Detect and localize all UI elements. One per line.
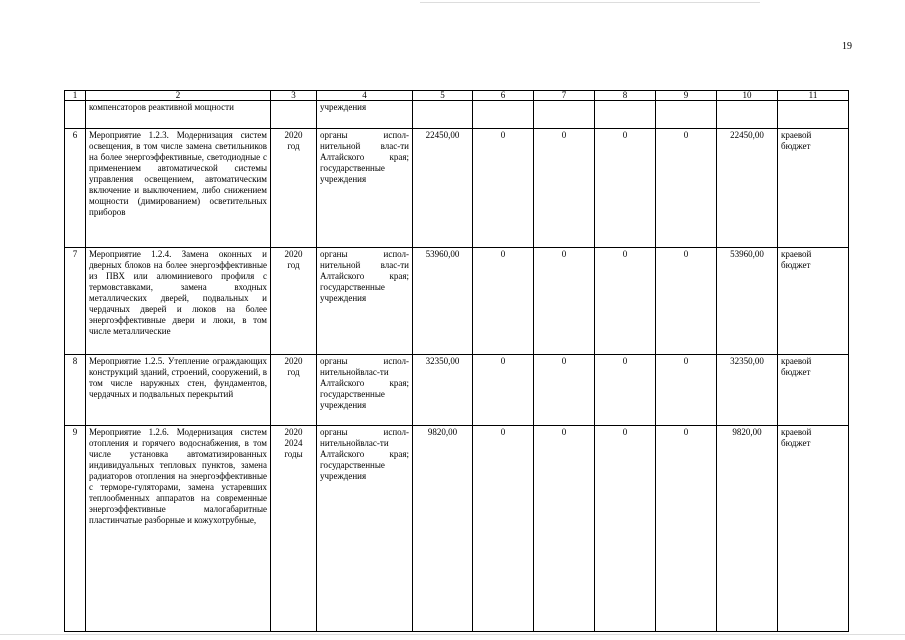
amount-col10-cell: 32350,00 <box>717 355 778 426</box>
total-amount-cell <box>413 101 473 129</box>
total-amount-cell: 22450,00 <box>413 129 473 248</box>
total-amount-cell: 32350,00 <box>413 355 473 426</box>
row-number-cell: 7 <box>65 248 86 355</box>
year-cell: 2020 год <box>271 129 317 248</box>
measures-table <box>64 90 849 632</box>
amount-col8-cell <box>595 101 656 129</box>
measure-name-cell: компенсаторов реактивной мощности <box>86 101 271 129</box>
year-cell: 2020 год <box>271 355 317 426</box>
header-cell-5: 5 <box>413 91 473 101</box>
executor-cell: учреждения <box>317 101 413 129</box>
funding-source-cell: краевой бюджет <box>778 355 849 426</box>
total-amount-cell: 9820,00 <box>413 426 473 632</box>
executor-cell: органы испол-нительнойвлас-ти Алтайского края; государственные учреждения <box>317 355 413 426</box>
table-row <box>65 129 849 248</box>
amount-col8-cell: 0 <box>595 129 656 248</box>
amount-col7-cell: 0 <box>534 355 595 426</box>
scan-artifact-top <box>420 2 760 3</box>
header-cell-2: 2 <box>86 91 271 101</box>
measure-name-cell: Мероприятие 1.2.6. Модернизация систем отопления и горячего водоснабжения, в том числе установка автоматизированных индивидуальных тепловых пунктов, замена радиаторов отопления на энергоэффективные с терморе-гуляторами, замена устаревших теплообменных аппаратов на современные энергоэффективные малогабаритные пластинчатые разборные и кожухотрубные, <box>86 426 271 632</box>
header-cell-8: 8 <box>595 91 656 101</box>
funding-source-cell: краевой бюджет <box>778 129 849 248</box>
table-row <box>65 355 849 426</box>
header-cell-3: 3 <box>271 91 317 101</box>
amount-col9-cell <box>656 101 717 129</box>
year-cell <box>271 101 317 129</box>
executor-cell: органы испол-нительной влас-ти Алтайского края; государственные учреждения <box>317 129 413 248</box>
amount-col7-cell <box>534 101 595 129</box>
amount-col7-cell: 0 <box>534 129 595 248</box>
amount-col6-cell <box>473 101 534 129</box>
amount-col10-cell: 22450,00 <box>717 129 778 248</box>
amount-col8-cell: 0 <box>595 355 656 426</box>
amount-col7-cell: 0 <box>534 426 595 632</box>
amount-col10-cell: 53960,00 <box>717 248 778 355</box>
amount-col9-cell: 0 <box>656 129 717 248</box>
amount-col6-cell: 0 <box>473 248 534 355</box>
amount-col6-cell: 0 <box>473 129 534 248</box>
measure-name-cell: Мероприятие 1.2.4. Замена оконных и дверных блоков на более энергоэффективные из ПВХ или алюминиевого профиля с термовставками, замена входных металлических дверей, подвальных и чердачных дверей и люков на более энергоэффективные двери и люки, в том числе металлические <box>86 248 271 355</box>
header-cell-6: 6 <box>473 91 534 101</box>
amount-col9-cell: 0 <box>656 426 717 632</box>
table-row <box>65 426 849 632</box>
amount-col6-cell: 0 <box>473 355 534 426</box>
header-cell-9: 9 <box>656 91 717 101</box>
amount-col9-cell: 0 <box>656 355 717 426</box>
year-cell: 2020 2024 годы <box>271 426 317 632</box>
amount-col8-cell: 0 <box>595 248 656 355</box>
header-cell-7: 7 <box>534 91 595 101</box>
table-row <box>65 101 849 129</box>
amount-col8-cell: 0 <box>595 426 656 632</box>
header-cell-4: 4 <box>317 91 413 101</box>
executor-cell: органы испол-нительной влас-ти Алтайского края; государственные учреждения <box>317 248 413 355</box>
total-amount-cell: 53960,00 <box>413 248 473 355</box>
header-cell-10: 10 <box>717 91 778 101</box>
amount-col10-cell <box>717 101 778 129</box>
funding-source-cell <box>778 101 849 129</box>
row-number-cell: 9 <box>65 426 86 632</box>
funding-source-cell: краевой бюджет <box>778 426 849 632</box>
amount-col10-cell: 9820,00 <box>717 426 778 632</box>
row-number-cell: 8 <box>65 355 86 426</box>
executor-cell: органы испол-нительнойвлас-ти Алтайского края; государственные учреждения <box>317 426 413 632</box>
measure-name-cell: Мероприятие 1.2.3. Модернизация систем освещения, в том числе замена светильников на более энергоэффективные, светодиодные с применением автоматической системы управления освещением, автоматическим включение и выключением, либо снижением мощности (димированием) осветительных приборов <box>86 129 271 248</box>
table-body <box>65 91 849 632</box>
amount-col9-cell: 0 <box>656 248 717 355</box>
measure-name-cell: Мероприятие 1.2.5. Утепление ограждающих конструкций зданий, строений, сооружений, в том числе наружных стен, фундаментов, чердачных и подвальных перекрытий <box>86 355 271 426</box>
table-row <box>65 248 849 355</box>
column-number-header-row <box>65 91 849 101</box>
page-number: 19 <box>842 41 852 52</box>
scan-artifact-bottom <box>0 634 905 635</box>
amount-col6-cell: 0 <box>473 426 534 632</box>
amount-col7-cell: 0 <box>534 248 595 355</box>
funding-source-cell: краевой бюджет <box>778 248 849 355</box>
header-cell-11: 11 <box>778 91 849 101</box>
row-number-cell: 6 <box>65 129 86 248</box>
year-cell: 2020 год <box>271 248 317 355</box>
header-cell-1: 1 <box>65 91 86 101</box>
row-number-cell <box>65 101 86 129</box>
